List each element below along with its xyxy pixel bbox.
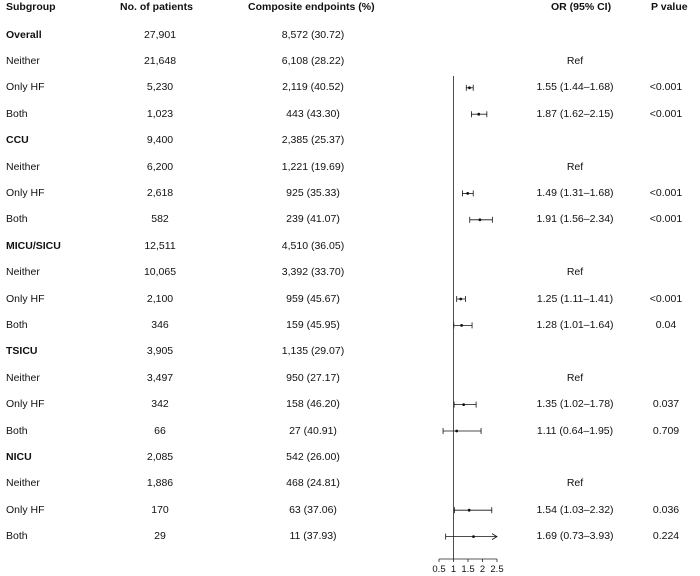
row-subgroup-label: Neither [6,160,40,173]
header-patients: No. of patients [120,1,193,13]
row-or-value: 1.35 (1.02–1.78) [536,398,614,411]
row-patients-value: 66 [154,424,166,437]
row-composite-value: 6,108 (28.22) [281,54,345,67]
row-patients-value: 10,065 [143,266,177,279]
or-point [460,324,463,327]
row-composite-value: 443 (43.30) [286,107,340,120]
row-pvalue: <0.001 [649,81,683,94]
row-subgroup-label: Only HF [6,398,45,411]
row-or-value: 1.87 (1.62–2.15) [536,107,614,120]
row-or-value: 1.91 (1.56–2.34) [536,213,614,226]
x-tick-label: 0.5 [432,564,446,575]
row-pvalue: 0.224 [652,530,680,543]
row-composite-value: 1,221 (19.69) [281,160,345,173]
row-subgroup-label: Only HF [6,503,45,516]
row-composite-value: 542 (26.00) [286,450,340,463]
row-subgroup-label: NICU [6,450,32,463]
row-or-value: 1.11 (0.64–1.95) [536,424,614,437]
row-patients-value: 29 [154,530,166,543]
row-composite-value: 63 (37.06) [289,503,337,516]
row-patients-value: 2,100 [146,292,174,305]
row-or-value: Ref [566,477,584,490]
or-point [477,113,480,116]
row-patients-value: 21,648 [143,54,177,67]
row-subgroup-label: TSICU [6,345,38,358]
row-subgroup-label: Neither [6,371,40,384]
row-patients-value: 1,886 [146,477,174,490]
row-composite-value: 239 (41.07) [286,213,340,226]
row-composite-value: 27 (40.91) [289,424,337,437]
row-pvalue: 0.036 [652,503,680,516]
header-composite: Composite endpoints (%) [248,1,375,13]
row-subgroup-label: Overall [6,28,42,41]
row-pvalue: <0.001 [649,213,683,226]
row-composite-value: 159 (45.95) [286,318,340,331]
or-point [468,86,471,89]
row-patients-value: 346 [151,318,169,331]
row-pvalue: 0.709 [652,424,680,437]
row-patients-value: 342 [151,398,169,411]
row-or-value: 1.69 (0.73–3.93) [536,530,614,543]
x-tick-label: 1.5 [461,564,475,575]
row-composite-value: 959 (45.67) [286,292,340,305]
or-point [466,192,469,195]
row-or-value: Ref [566,54,584,67]
row-composite-value: 11 (37.93) [289,530,337,543]
row-patients-value: 2,618 [146,186,174,199]
row-or-value: 1.49 (1.31–1.68) [536,186,614,199]
row-patients-value: 3,905 [146,345,174,358]
row-subgroup-label: Both [6,424,28,437]
row-patients-value: 27,901 [143,28,177,41]
row-subgroup-label: Both [6,318,28,331]
header-or: OR (95% CI) [551,1,612,13]
row-patients-value: 6,200 [146,160,174,173]
row-subgroup-label: MICU/SICU [6,239,61,252]
row-or-value: 1.28 (1.01–1.64) [536,318,614,331]
row-composite-value: 2,385 (25.37) [281,134,345,147]
row-patients-value: 3,497 [146,371,174,384]
row-patients-value: 170 [151,503,169,516]
row-subgroup-label: Both [6,530,28,543]
row-patients-value: 582 [151,213,169,226]
row-composite-value: 3,392 (33.70) [281,266,345,279]
row-patients-value: 2,085 [146,450,174,463]
row-or-value: 1.54 (1.03–2.32) [536,503,614,516]
row-subgroup-label: CCU [6,134,29,147]
row-pvalue: 0.037 [652,398,680,411]
row-composite-value: 1,135 (29.07) [281,345,345,358]
row-subgroup-label: Only HF [6,81,45,94]
row-subgroup-label: Neither [6,54,40,67]
row-pvalue: <0.001 [649,186,683,199]
or-point [478,218,481,221]
row-or-value: Ref [566,371,584,384]
row-composite-value: 8,572 (30.72) [281,28,345,41]
row-or-value: 1.25 (1.11–1.41) [536,292,614,305]
row-or-value: Ref [566,160,584,173]
row-or-value: 1.55 (1.44–1.68) [536,81,614,94]
x-tick-label: 1 [450,564,457,575]
row-subgroup-label: Both [6,107,28,120]
row-subgroup-label: Only HF [6,292,45,305]
x-tick-label: 2 [479,564,486,575]
row-composite-value: 4,510 (36.05) [281,239,345,252]
row-patients-value: 1,023 [146,107,174,120]
row-composite-value: 950 (27.17) [286,371,340,384]
row-composite-value: 2,119 (40.52) [282,81,344,94]
or-point [459,298,462,301]
or-point [455,430,458,433]
row-pvalue: <0.001 [649,292,683,305]
row-composite-value: 925 (35.33) [286,186,340,199]
x-tick-label: 2.5 [490,564,504,575]
row-or-value: Ref [566,266,584,279]
row-patients-value: 9,400 [146,134,174,147]
row-patients-value: 12,511 [144,239,176,252]
row-subgroup-label: Neither [6,477,40,490]
row-composite-value: 468 (24.81) [286,477,340,490]
header-subgroup: Subgroup [6,1,56,13]
or-point [472,535,475,538]
or-point [462,403,465,406]
row-subgroup-label: Neither [6,266,40,279]
row-pvalue: 0.04 [655,318,677,331]
row-subgroup-label: Only HF [6,186,45,199]
row-subgroup-label: Both [6,213,28,226]
row-patients-value: 5,230 [146,81,174,94]
or-point [468,509,471,512]
row-composite-value: 158 (46.20) [286,398,340,411]
row-pvalue: <0.001 [649,107,683,120]
header-pvalue: P value [651,1,688,13]
